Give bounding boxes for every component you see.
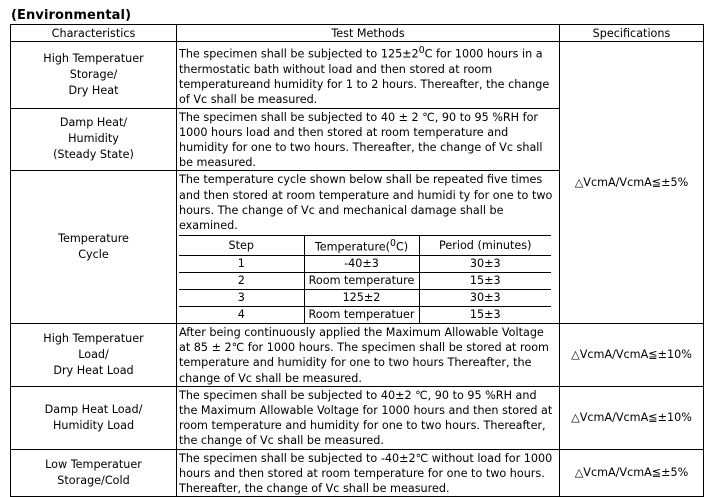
characteristic-cell <box>11 108 177 171</box>
test-method-cell <box>177 386 560 449</box>
cycle-step: 3 <box>179 289 304 306</box>
characteristic-cell <box>11 386 177 449</box>
characteristic-line: Humidity <box>68 132 119 146</box>
spec-cell: △VcmA/VcmA≦±5% <box>560 42 704 324</box>
cycle-header-step: Step <box>179 236 304 256</box>
test-method-text: The specimen shall be subjected to 40±2 ℃, 90 to 95 %RH and the Maximum Allowable Voltage for 1000 hours and then stored at room temperature and humidity for one to two hours. Thereafter, the change of Vc shall be measured. <box>179 388 553 448</box>
test-method-text: The specimen shall be subjected to -40±2℃ without load for 1000 hours and then stored at room temperature for one to two hours. Thereafter, the change of Vc shall be measured. <box>179 451 553 495</box>
cycle-period: 30±3 <box>419 255 551 272</box>
cycle-step: 1 <box>179 255 304 272</box>
characteristic-cell <box>11 323 177 386</box>
temperature-cycle-table <box>179 235 551 323</box>
spec-cell: △VcmA/VcmA≦±5% <box>560 449 704 497</box>
cycle-period: 15±3 <box>419 272 551 289</box>
environmental-test-table <box>10 24 704 497</box>
cycle-row <box>179 306 551 323</box>
header-characteristics: Characteristics <box>11 25 177 42</box>
characteristic-line: Damp Heat Load/ <box>44 402 143 416</box>
spec-cell: △VcmA/VcmA≦±10% <box>560 386 704 449</box>
test-method-cell <box>177 42 560 109</box>
characteristic-line: Load/ <box>78 347 109 361</box>
cycle-step: 4 <box>179 306 304 323</box>
table-row <box>11 386 704 449</box>
test-method-cell <box>177 171 560 324</box>
characteristic-cell <box>11 449 177 497</box>
test-method-text: The specimen shall be subjected to 40 ± 2 ℃, 90 to 95 %RH for 1000 hours load and then stored at room temperature and humidity for one to two hours. Thereafter, the change of Vc shall be measured. <box>179 110 543 170</box>
cycle-row <box>179 255 551 272</box>
characteristic-line: Humidity Load <box>52 418 135 432</box>
cycle-temperature: Room temperature <box>304 272 419 289</box>
cycle-temperature: -40±3 <box>304 255 419 272</box>
table-row <box>11 42 704 109</box>
characteristic-line: High Temperatuer <box>43 331 144 345</box>
characteristic-line: Temperature <box>58 232 129 246</box>
cycle-row <box>179 289 551 306</box>
cycle-header-row <box>179 236 551 256</box>
cycle-step: 2 <box>179 272 304 289</box>
table-row <box>11 449 704 497</box>
section-title: (Environmental) <box>11 8 132 23</box>
characteristic-line: Dry Heat <box>68 83 119 97</box>
cycle-temperature: Room temperatuer <box>304 306 419 323</box>
test-method-cell <box>177 323 560 386</box>
cycle-period: 15±3 <box>419 306 551 323</box>
table-row <box>11 323 704 386</box>
characteristic-cell <box>11 171 177 324</box>
characteristic-line: Storage/ <box>69 67 118 81</box>
characteristic-line: Storage/Cold <box>57 473 130 487</box>
cycle-temperature: 125±2 <box>304 289 419 306</box>
test-method-text: The temperature cycle shown below shall be repeated five times and then stored at room temperature and humidi ty for one to two hours. The change of Vc and mechanical damage shall be examined. <box>179 173 553 232</box>
test-method-cell <box>177 449 560 497</box>
test-method-text: The specimen shall be subjected to $125\pm 2^0C$ for 1000 hours in a thermostatic bath without load and then stored at room temperatureand humidity for 1 to 2 hours. Thereafter, the change of Vc shall be measured. <box>179 45 550 107</box>
header-specifications: Specifications <box>560 25 704 42</box>
cycle-period: 30±3 <box>419 289 551 306</box>
spec-cell: △VcmA/VcmA≦±10% <box>560 323 704 386</box>
characteristic-line: Dry Heat Load <box>53 363 134 377</box>
header-row <box>11 25 704 42</box>
characteristic-cell <box>11 42 177 109</box>
test-method-cell <box>177 108 560 171</box>
characteristic-line: (Steady State) <box>53 148 134 162</box>
cycle-row <box>179 272 551 289</box>
characteristic-line: Damp Heat/ <box>59 116 128 130</box>
cycle-header-period: Period (minutes) <box>419 236 551 256</box>
characteristic-line: Cycle <box>78 248 109 262</box>
characteristic-line: High Temperatuer <box>43 51 144 65</box>
test-method-text: After being continuously applied the Maximum Allowable Voltage at 85 ± 2℃ for 1000 hours. The specimen shall be stored at room temperature and humidity for one to two hours Thereafter, the change of Vc shall be measured. <box>179 325 549 385</box>
header-test-methods: Test Methods <box>177 25 560 42</box>
cycle-header-temperature: Temperature($^0$C) <box>304 236 419 256</box>
characteristic-line: Low Temperatuer <box>45 457 142 471</box>
